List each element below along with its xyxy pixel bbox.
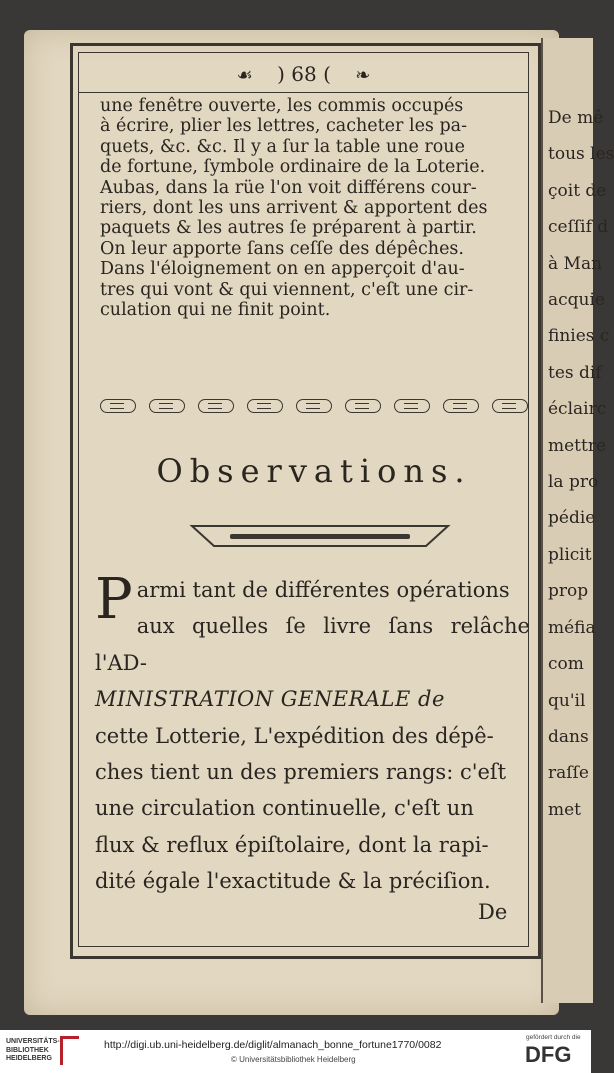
divider-bead-icon (149, 399, 185, 413)
facing-page-text (548, 100, 614, 828)
text-line: une fenêtre ouverte, les commis occupés (100, 96, 464, 116)
text-line: à Man (548, 253, 603, 274)
text-line: cette Lotterie, L'expédition des dépê- (95, 723, 494, 748)
text-line: plicit (548, 544, 592, 565)
divider-bead-icon (443, 399, 479, 413)
divider-bead-icon (100, 399, 136, 413)
text-line: dans (548, 726, 589, 747)
text-line: une circulation continuelle, c'eſt un (95, 796, 474, 821)
copyright-notice: © Universitätsbibliothek Heidelberg (231, 1055, 356, 1064)
text-line: De mê (548, 108, 604, 128)
text-line: à écrire, plier les lettres, cacheter les pa- (100, 116, 468, 137)
text-line: armi tant de différentes opérations (136, 578, 510, 602)
text-line: raſſe (548, 763, 589, 784)
divider-bead-icon (345, 399, 381, 413)
text-line: aux quelles ſe livre ſans relâche l'AD- (95, 614, 530, 675)
text-line: finies c (548, 326, 610, 347)
section-title: Observations. (156, 452, 472, 490)
text-line: MINISTRATION GENERALE de (95, 687, 445, 712)
text-line: met (548, 799, 582, 820)
text-line: prop (548, 581, 589, 602)
text-line: paquets & les autres ſe préparent à partir. (100, 218, 477, 239)
ornament-left-icon: ☙ (236, 65, 253, 86)
text-line: tres qui vont & qui viennent, c'eſt une cir- (100, 279, 474, 300)
library-logo-text: UNIVERSITÄTS- BIBLIOTHEK HEIDELBERG (6, 1038, 60, 1062)
text-line: éclairc (548, 399, 607, 420)
viewer-footer (0, 1030, 591, 1073)
text-line: Dans l'éloignement on en apperçoit d'au- (100, 259, 465, 280)
permalink-link[interactable]: http://digi.ub.uni-heidelberg.de/diglit/almanach_bonne_fortune1770/0082 (104, 1039, 442, 1051)
text-line: ches tient un des premiers rangs: c'eſt (95, 760, 507, 785)
text-line: mettre (548, 435, 607, 456)
observations-paragraph (95, 567, 530, 900)
text-line: acquie (548, 290, 605, 311)
ornamental-divider (100, 396, 528, 416)
library-logo-icon (60, 1036, 79, 1065)
text-line: ceſſif d (548, 217, 609, 238)
text-line: com (548, 654, 584, 675)
text-line: On leur apporte ſans ceſſe des dépêches. (100, 238, 464, 259)
text-line: tes dif (548, 362, 602, 383)
running-header (78, 56, 529, 92)
text-line: flux & reflux épiſtolaire, dont la rapi- (95, 832, 489, 857)
text-line: quets, &c. &c. Il y a ſur la table une roue (100, 136, 465, 157)
text-line: de fortune, ſymbole ordinaire de la Loterie. (100, 157, 486, 178)
text-line: pédie (548, 508, 596, 529)
divider-bead-icon (296, 399, 332, 413)
text-line: méfia (548, 617, 596, 638)
text-line: tous les (548, 144, 614, 165)
drop-cap: P (95, 567, 133, 632)
text-line: dité égale l'exactitude & la préciſion. (95, 869, 491, 894)
dfg-logo: DFG (525, 1042, 572, 1067)
divider-bead-icon (247, 399, 283, 413)
divider-bead-icon (394, 399, 430, 413)
page-number: ) 68 ( (277, 62, 331, 86)
catchword: De (478, 900, 508, 924)
header-rule (78, 92, 529, 93)
divider-bead-icon (492, 399, 528, 413)
text-line: qu'il (548, 690, 586, 711)
text-line: Aubas, dans la rüe l'on voit différens cour- (100, 177, 477, 198)
divider-bead-icon (198, 399, 234, 413)
text-line: culation qui ne finit point. (100, 300, 331, 321)
funder-label: gefördert durch die (526, 1034, 581, 1041)
text-line: la pro (548, 472, 599, 493)
tray-ornament-icon (190, 522, 450, 548)
text-line: riers, dont les uns arrivent & apportent des (100, 198, 488, 219)
ornament-right-icon: ❧ (355, 65, 371, 86)
description-paragraph (100, 96, 530, 320)
text-line: çoit de (548, 180, 607, 201)
